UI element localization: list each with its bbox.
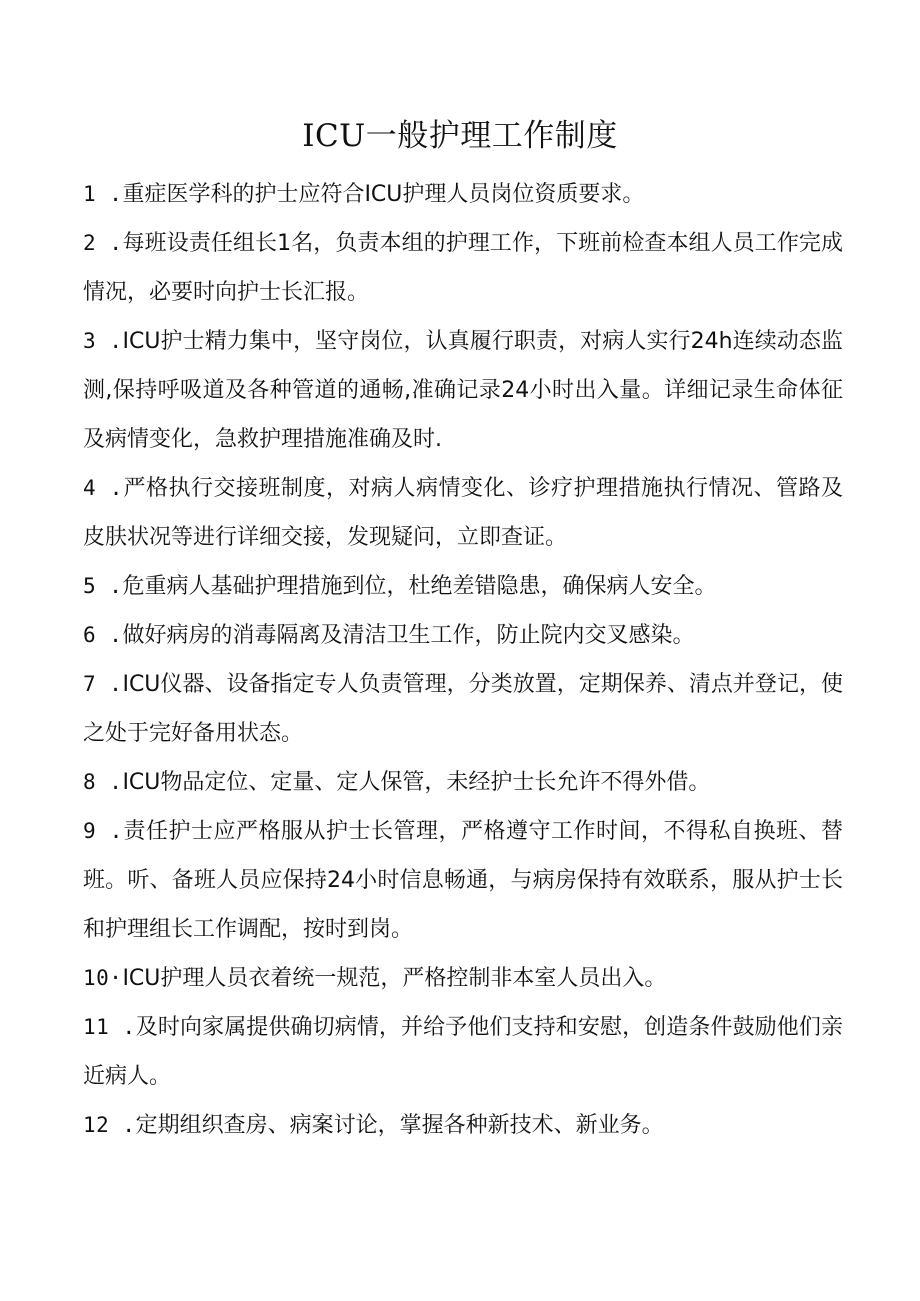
- list-item-1: [83, 170, 843, 219]
- list-item-7: [83, 660, 843, 758]
- item-text: ICU仪器、设备指定专人负责管理，分类放置，定期保养、清点并登记，使之处于完好备用状态。: [83, 672, 843, 746]
- item-text: ICU物品定位、定量、定人保管，未经护士长允许不得外借。: [122, 770, 711, 795]
- item-text: ICU护士精力集中，坚守岗位，认真履行职责，对病人实行24h连续动态监测,保持呼吸道及各种管道的通畅,准确记录24小时出入量。详细记录生命体征及病情变化，急救护理措施准确及时.: [83, 329, 843, 452]
- item-number: 8 .: [83, 770, 123, 794]
- item-number: 6 .: [83, 623, 123, 647]
- item-number: 12 .: [83, 1113, 136, 1137]
- list-item-4: [83, 464, 843, 562]
- item-text: 重症医学科的护士应符合ICU护理人员岗位资质要求。: [122, 182, 645, 207]
- item-text: ICU护理人员衣着统一规范，严格控制非本室人员出入。: [122, 966, 667, 991]
- item-text: 严格执行交接班制度，对病人病情变化、诊疗护理措施执行情况、管路及皮肤状况等进行详细交接，发现疑问，立即查证。: [83, 476, 843, 550]
- item-number: 5 .: [83, 574, 123, 598]
- item-number: 7 .: [83, 672, 123, 696]
- list-item-12: [83, 1101, 843, 1150]
- item-text: 危重病人基础护理措施到位，杜绝差错隐患，确保病人安全。: [122, 574, 717, 599]
- item-text: 做好病房的消毒隔离及清洁卫生工作，防止院内交叉感染。: [122, 623, 695, 648]
- item-number: 1 .: [83, 182, 123, 206]
- item-number: 4 .: [83, 476, 123, 500]
- item-number: 11 .: [83, 1015, 136, 1039]
- list-item-10: [83, 954, 843, 1003]
- list-item-9: [83, 807, 843, 954]
- list-item-2: [83, 219, 843, 317]
- list-item-5: [83, 562, 843, 611]
- list-item-8: [83, 758, 843, 807]
- item-number: 2 .: [83, 231, 123, 255]
- list-item-6: [83, 611, 843, 660]
- item-number: 10·: [83, 966, 123, 990]
- item-number: 9 .: [83, 819, 123, 843]
- document-title: ICU一般护理工作制度: [302, 118, 618, 154]
- item-text: 每班设责任组长1名，负责本组的护理工作，下班前检查本组人员工作完成情况，必要时向护士长汇报。: [83, 231, 844, 305]
- list-item-11: [83, 1003, 843, 1101]
- list-item-3: [83, 317, 843, 464]
- document-body: [83, 170, 843, 1150]
- item-text: 责任护士应严格服从护士长管理，严格遵守工作时间，不得私自换班、替班。听、备班人员应保持24小时信息畅通，与病房保持有效联系，服从护士长和护理组长工作调配，按时到岗。: [83, 819, 843, 942]
- item-text: 定期组织查房、病案讨论，掌握各种新技术、新业务。: [135, 1113, 664, 1138]
- item-number: 3 .: [83, 329, 123, 353]
- item-text: 及时向家属提供确切病情，并给予他们支持和安慰，创造条件鼓励他们亲近病人。: [83, 1015, 843, 1089]
